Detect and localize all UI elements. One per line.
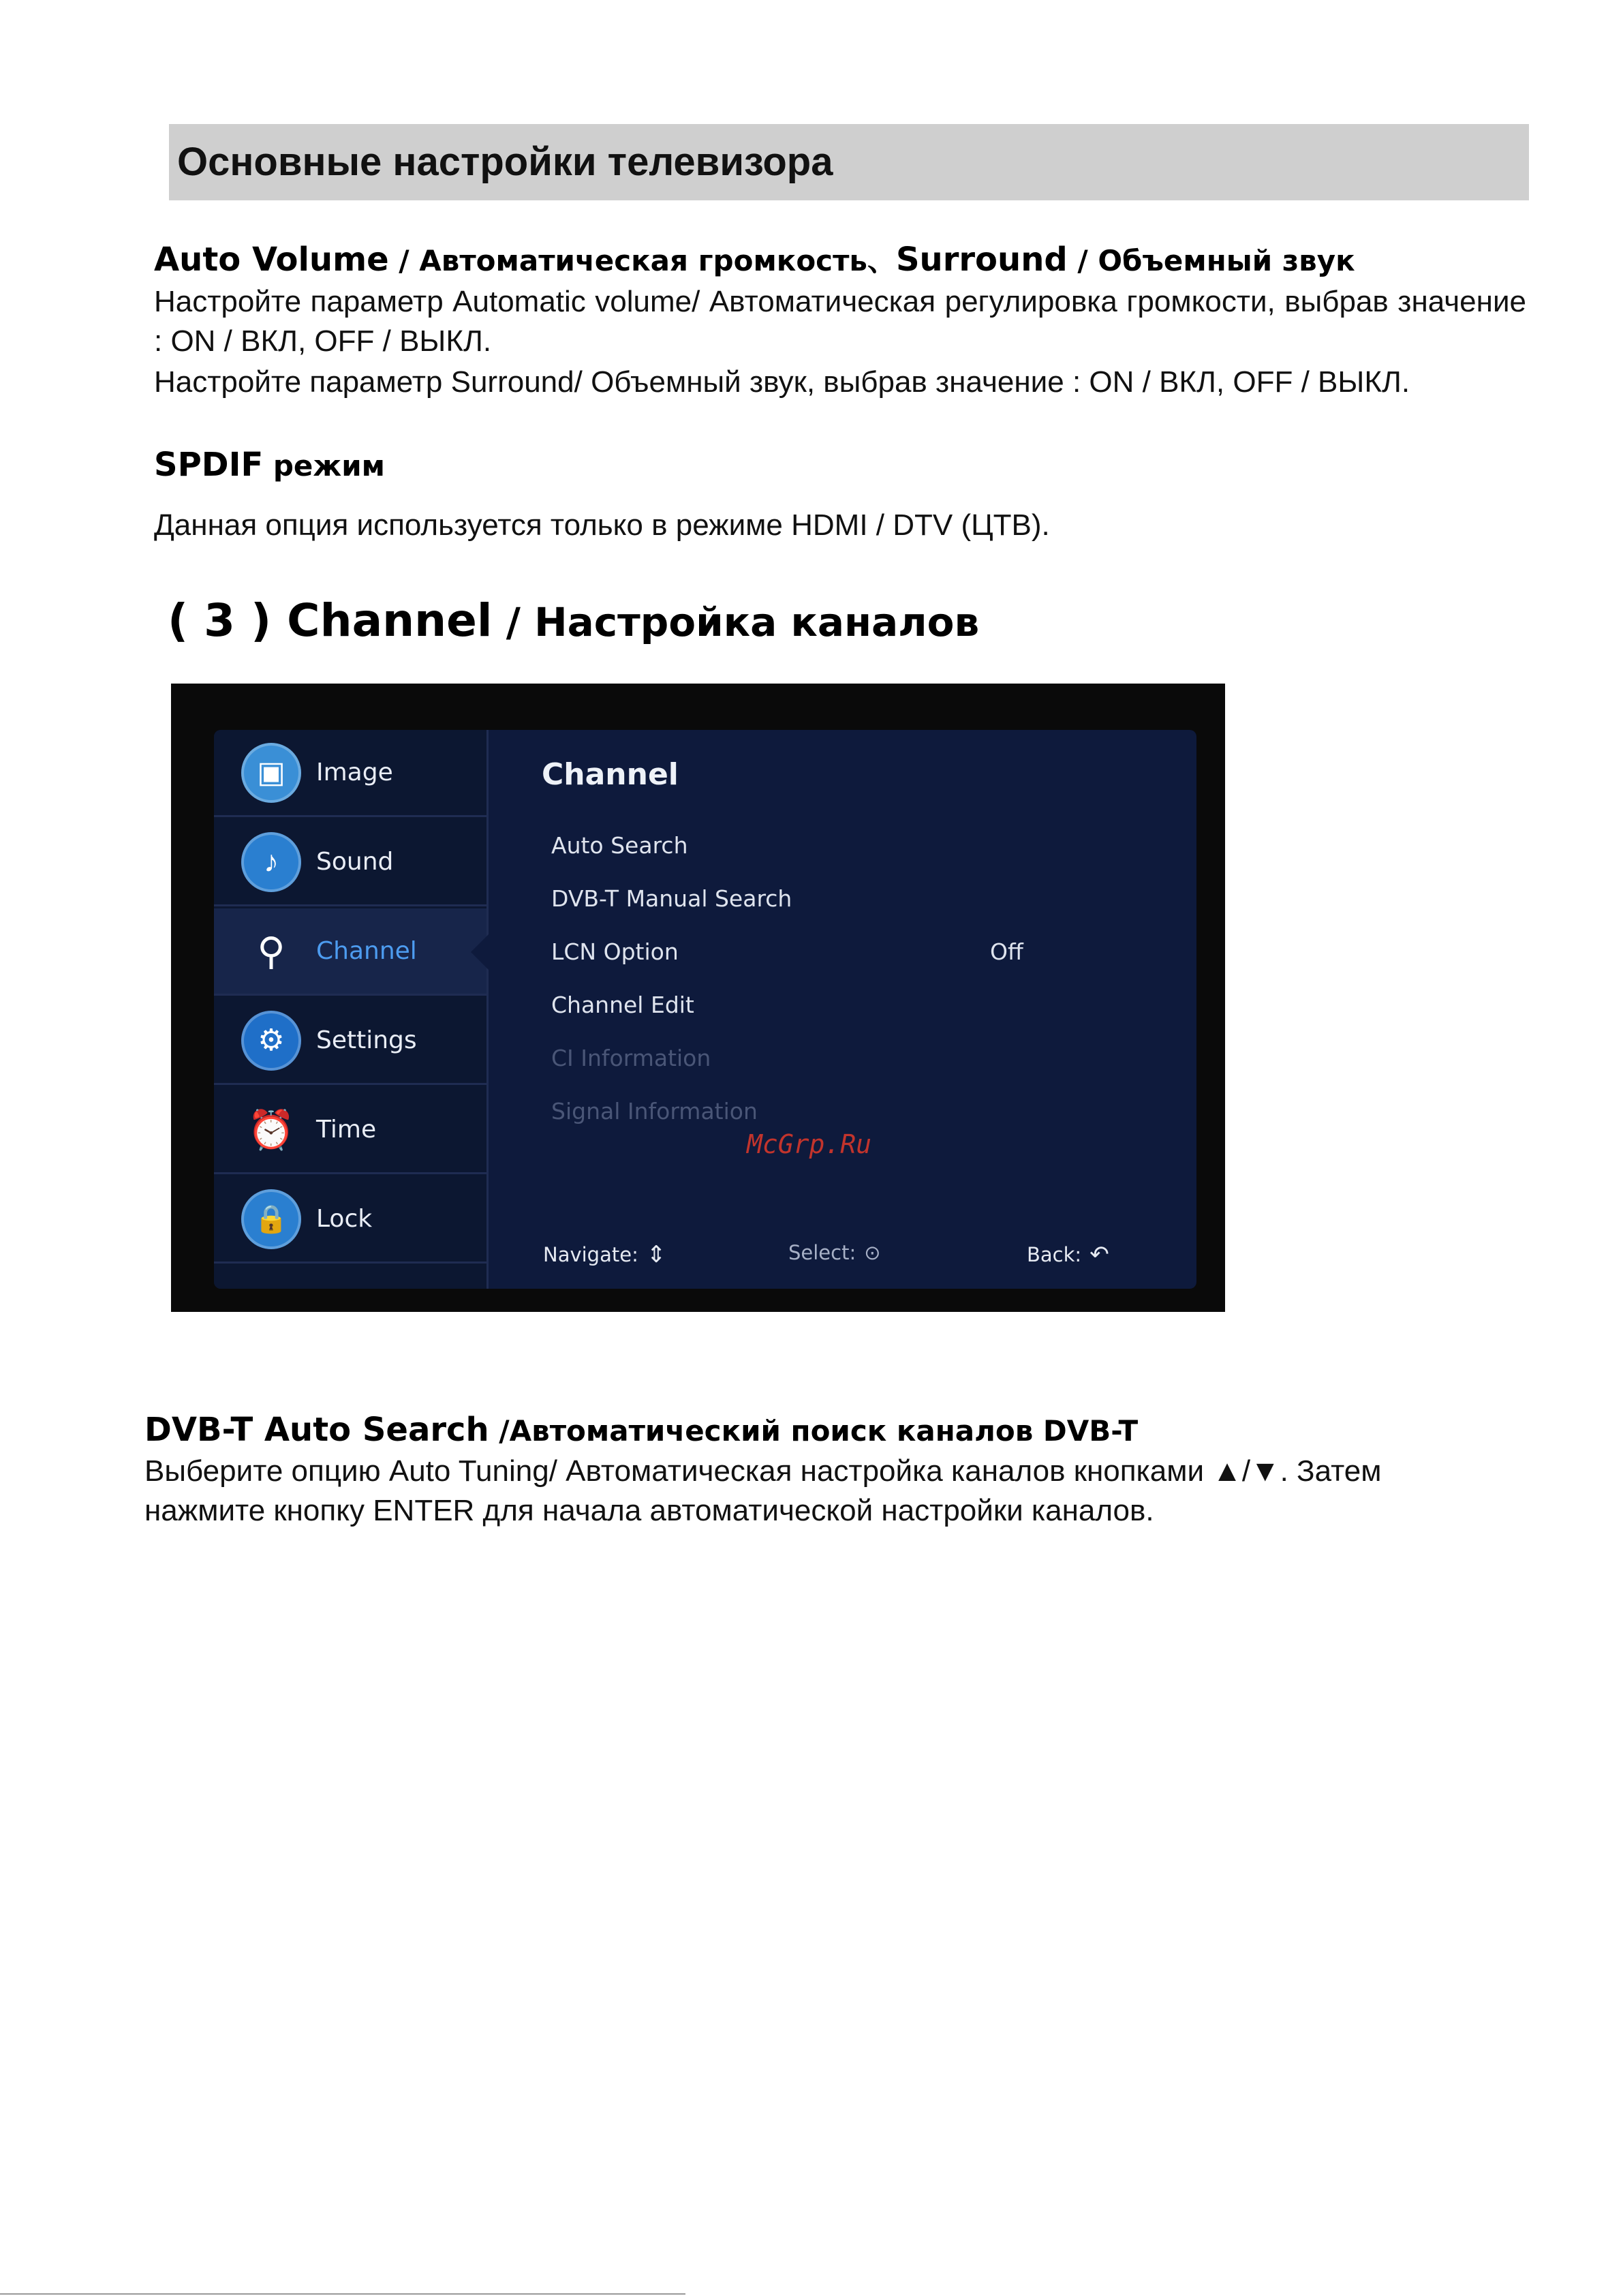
tv-content bbox=[489, 730, 1196, 1289]
tv-option-lcn-value: Off bbox=[990, 938, 1023, 965]
channel-heading: ( 3 ) Channel / Настройка каналов bbox=[168, 594, 980, 647]
tv-option-auto-search[interactable]: Auto Search bbox=[551, 832, 688, 859]
tv-sidebar-item-image[interactable]: ▣ Image bbox=[214, 730, 486, 817]
watermark: McGrp.Ru bbox=[747, 1129, 872, 1159]
tv-menu-screenshot bbox=[171, 684, 1225, 1312]
surround-paragraph: Настройте параметр Surround/ Объемный звук, выбрав значение : ON / ВКЛ, OFF / ВЫКЛ. bbox=[154, 365, 1410, 399]
tv-option-signal-information: Signal Information bbox=[551, 1098, 758, 1124]
tv-option-lcn[interactable]: LCN Option bbox=[551, 938, 679, 965]
tv-sidebar-item-time[interactable]: ⏰ Time bbox=[214, 1087, 486, 1174]
tv-option-dvbt-manual-search[interactable]: DVB-T Manual Search bbox=[551, 885, 792, 912]
tv-footer-select: Select: ⊙ bbox=[788, 1241, 881, 1264]
back-arrow-icon: ↶ bbox=[1089, 1241, 1109, 1268]
spdif-paragraph: Данная опция используется только в режиме HDMI / DTV (ЦТВ). bbox=[154, 508, 1050, 542]
tv-sidebar-item-channel[interactable]: ⚲ Channel bbox=[214, 908, 486, 996]
gear-icon: ⚙ bbox=[241, 1011, 301, 1071]
tv-footer-back: Back: ↶ bbox=[1027, 1241, 1109, 1268]
selection-pointer bbox=[471, 934, 489, 970]
tv-sidebar bbox=[214, 730, 489, 1289]
select-circle-icon: ⊙ bbox=[864, 1241, 881, 1264]
tv-sidebar-item-sound[interactable]: ♪ Sound bbox=[214, 819, 486, 906]
satellite-dish-icon: ⚲ bbox=[257, 929, 285, 973]
image-icon: ▣ bbox=[241, 743, 301, 803]
padlock-icon: 🔒 bbox=[241, 1189, 301, 1249]
dvbt-heading: DVB-T Auto Search /Автоматический поиск каналов DVB-T bbox=[144, 1411, 1139, 1449]
dvbt-paragraph-line1: Выберите опцию Auto Tuning/ Автоматическая настройка каналов кнопками ▲/▼. Затем bbox=[144, 1454, 1382, 1488]
page-title: Основные настройки телевизора bbox=[177, 140, 833, 184]
auto-volume-paragraph: Настройте параметр Automatic volume/ Автоматическая регулировка громкости, выбрав значение : ON / ВКЛ, OFF / ВЫКЛ. bbox=[154, 285, 1526, 358]
tv-sidebar-item-settings[interactable]: ⚙ Settings bbox=[214, 998, 486, 1085]
alarm-clock-icon: ⏰ bbox=[247, 1107, 295, 1151]
treble-clef-icon: ♪ bbox=[241, 832, 301, 892]
navigate-arrows-icon: ⇕ bbox=[646, 1241, 666, 1268]
tv-option-ci-information: CI Information bbox=[551, 1045, 711, 1071]
tv-menu-title: Channel bbox=[542, 757, 679, 792]
tv-sidebar-item-lock[interactable]: 🔒 Lock bbox=[214, 1176, 486, 1264]
tv-menu-panel bbox=[214, 730, 1196, 1289]
page-header bbox=[169, 124, 1529, 200]
footer-rule bbox=[0, 2293, 685, 2295]
tv-footer-navigate: Navigate: ⇕ bbox=[543, 1241, 666, 1268]
dvbt-paragraph-line2: нажмите кнопку ENTER для начала автоматической настройки каналов. bbox=[144, 1494, 1154, 1527]
auto-volume-heading: Auto Volume / Автоматическая громкость、Surround / Объемный звук bbox=[154, 241, 1355, 279]
spdif-heading: SPDIF режим bbox=[154, 446, 385, 484]
tv-option-channel-edit[interactable]: Channel Edit bbox=[551, 992, 694, 1018]
